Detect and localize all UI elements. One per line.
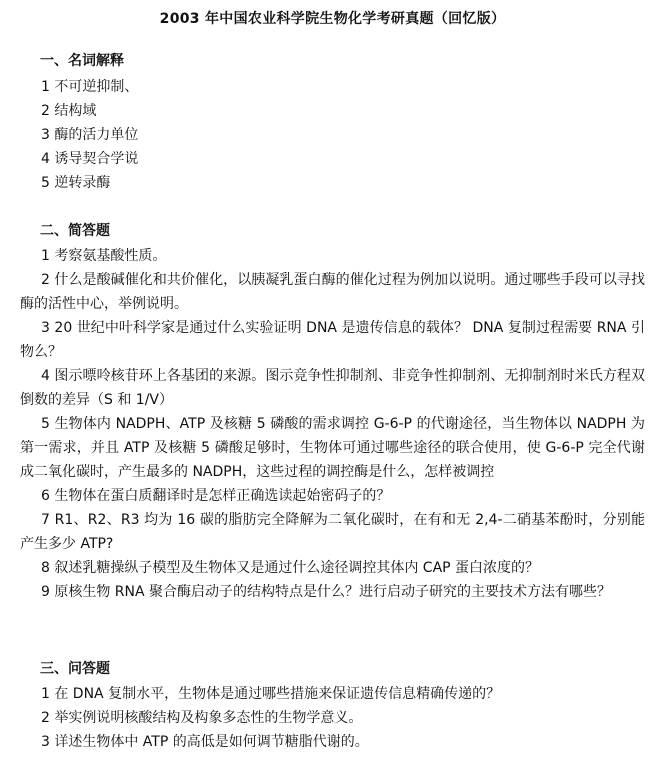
question-item: 4 图示嘌呤核苷环上各基团的来源。图示竞争性抑制剂、非竞争性抑制剂、无抑制剂时米氏方程双倒数的差异（S 和 1/V）	[20, 368, 645, 408]
section-heading-terms: 一、名词解释	[40, 53, 124, 69]
document-title: 2003 年中国农业科学院生物化学考研真题（回忆版）	[159, 11, 506, 27]
question-item: 9 原核生物 RNA 聚合酶启动子的结构特点是什么？进行启动子研究的主要技术方法有哪些？	[41, 584, 612, 600]
term-item: 5 逆转录酶	[41, 175, 111, 191]
question-item: 3 20 世纪中叶科学家是通过什么实验证明 DNA 是遗传信息的载体？ DNA 复制过程需要 RNA 引物么？	[20, 320, 645, 360]
section-heading-short-answer: 二、简答题	[40, 223, 110, 239]
question-item: 8 叙述乳糖操纵子模型及生物体又是通过什么途径调控其体内 CAP 蛋白浓度的？	[41, 560, 540, 576]
term-item: 4 诱导契合学说	[41, 151, 139, 167]
section-heading-essay: 三、问答题	[40, 661, 110, 677]
question-item: 2 什么是酸碱催化和共价催化，以胰凝乳蛋白酶的催化过程为例加以说明。通过哪些手段可以寻找酶的活性中心，举例说明。	[20, 272, 645, 312]
question-item: 7 R1、R2、R3 均为 16 碳的脂肪完全降解为二氧化碳时，在有和无 2,4-二硝基苯酚时，分别能产生多少 ATP?	[20, 512, 645, 552]
question-item: 1 考察氨基酸性质。	[41, 248, 167, 264]
term-item: 3 酶的活力单位	[41, 127, 139, 143]
essay-item: 2 举实例说明核酸结构及构象多态性的生物学意义。	[41, 710, 363, 726]
term-item: 1 不可逆抑制、	[41, 79, 139, 95]
question-item: 5 生物体内 NADPH、ATP 及核糖 5 磷酸的需求调控 G-6-P 的代谢途径，当生物体以 NADPH 为第一需求，并且 ATP 及核糖 5 磷酸足够时，生物体可通过哪些途径的联合使用，使 G-6-P 完全代谢成二氧化碳时，产生最多的 NADPH，这些过程的调控酶是什么，怎样被调控	[20, 416, 645, 480]
essay-item: 1 在 DNA 复制水平，生物体是通过哪些措施来保证遗传信息精确传递的？	[41, 686, 501, 702]
term-item: 2 结构域	[41, 103, 97, 119]
question-item: 6 生物体在蛋白质翻译时是怎样正确选读起始密码子的？	[41, 488, 391, 504]
essay-item: 3 详述生物体中 ATP 的高低是如何调节糖脂代谢的。	[41, 734, 369, 750]
